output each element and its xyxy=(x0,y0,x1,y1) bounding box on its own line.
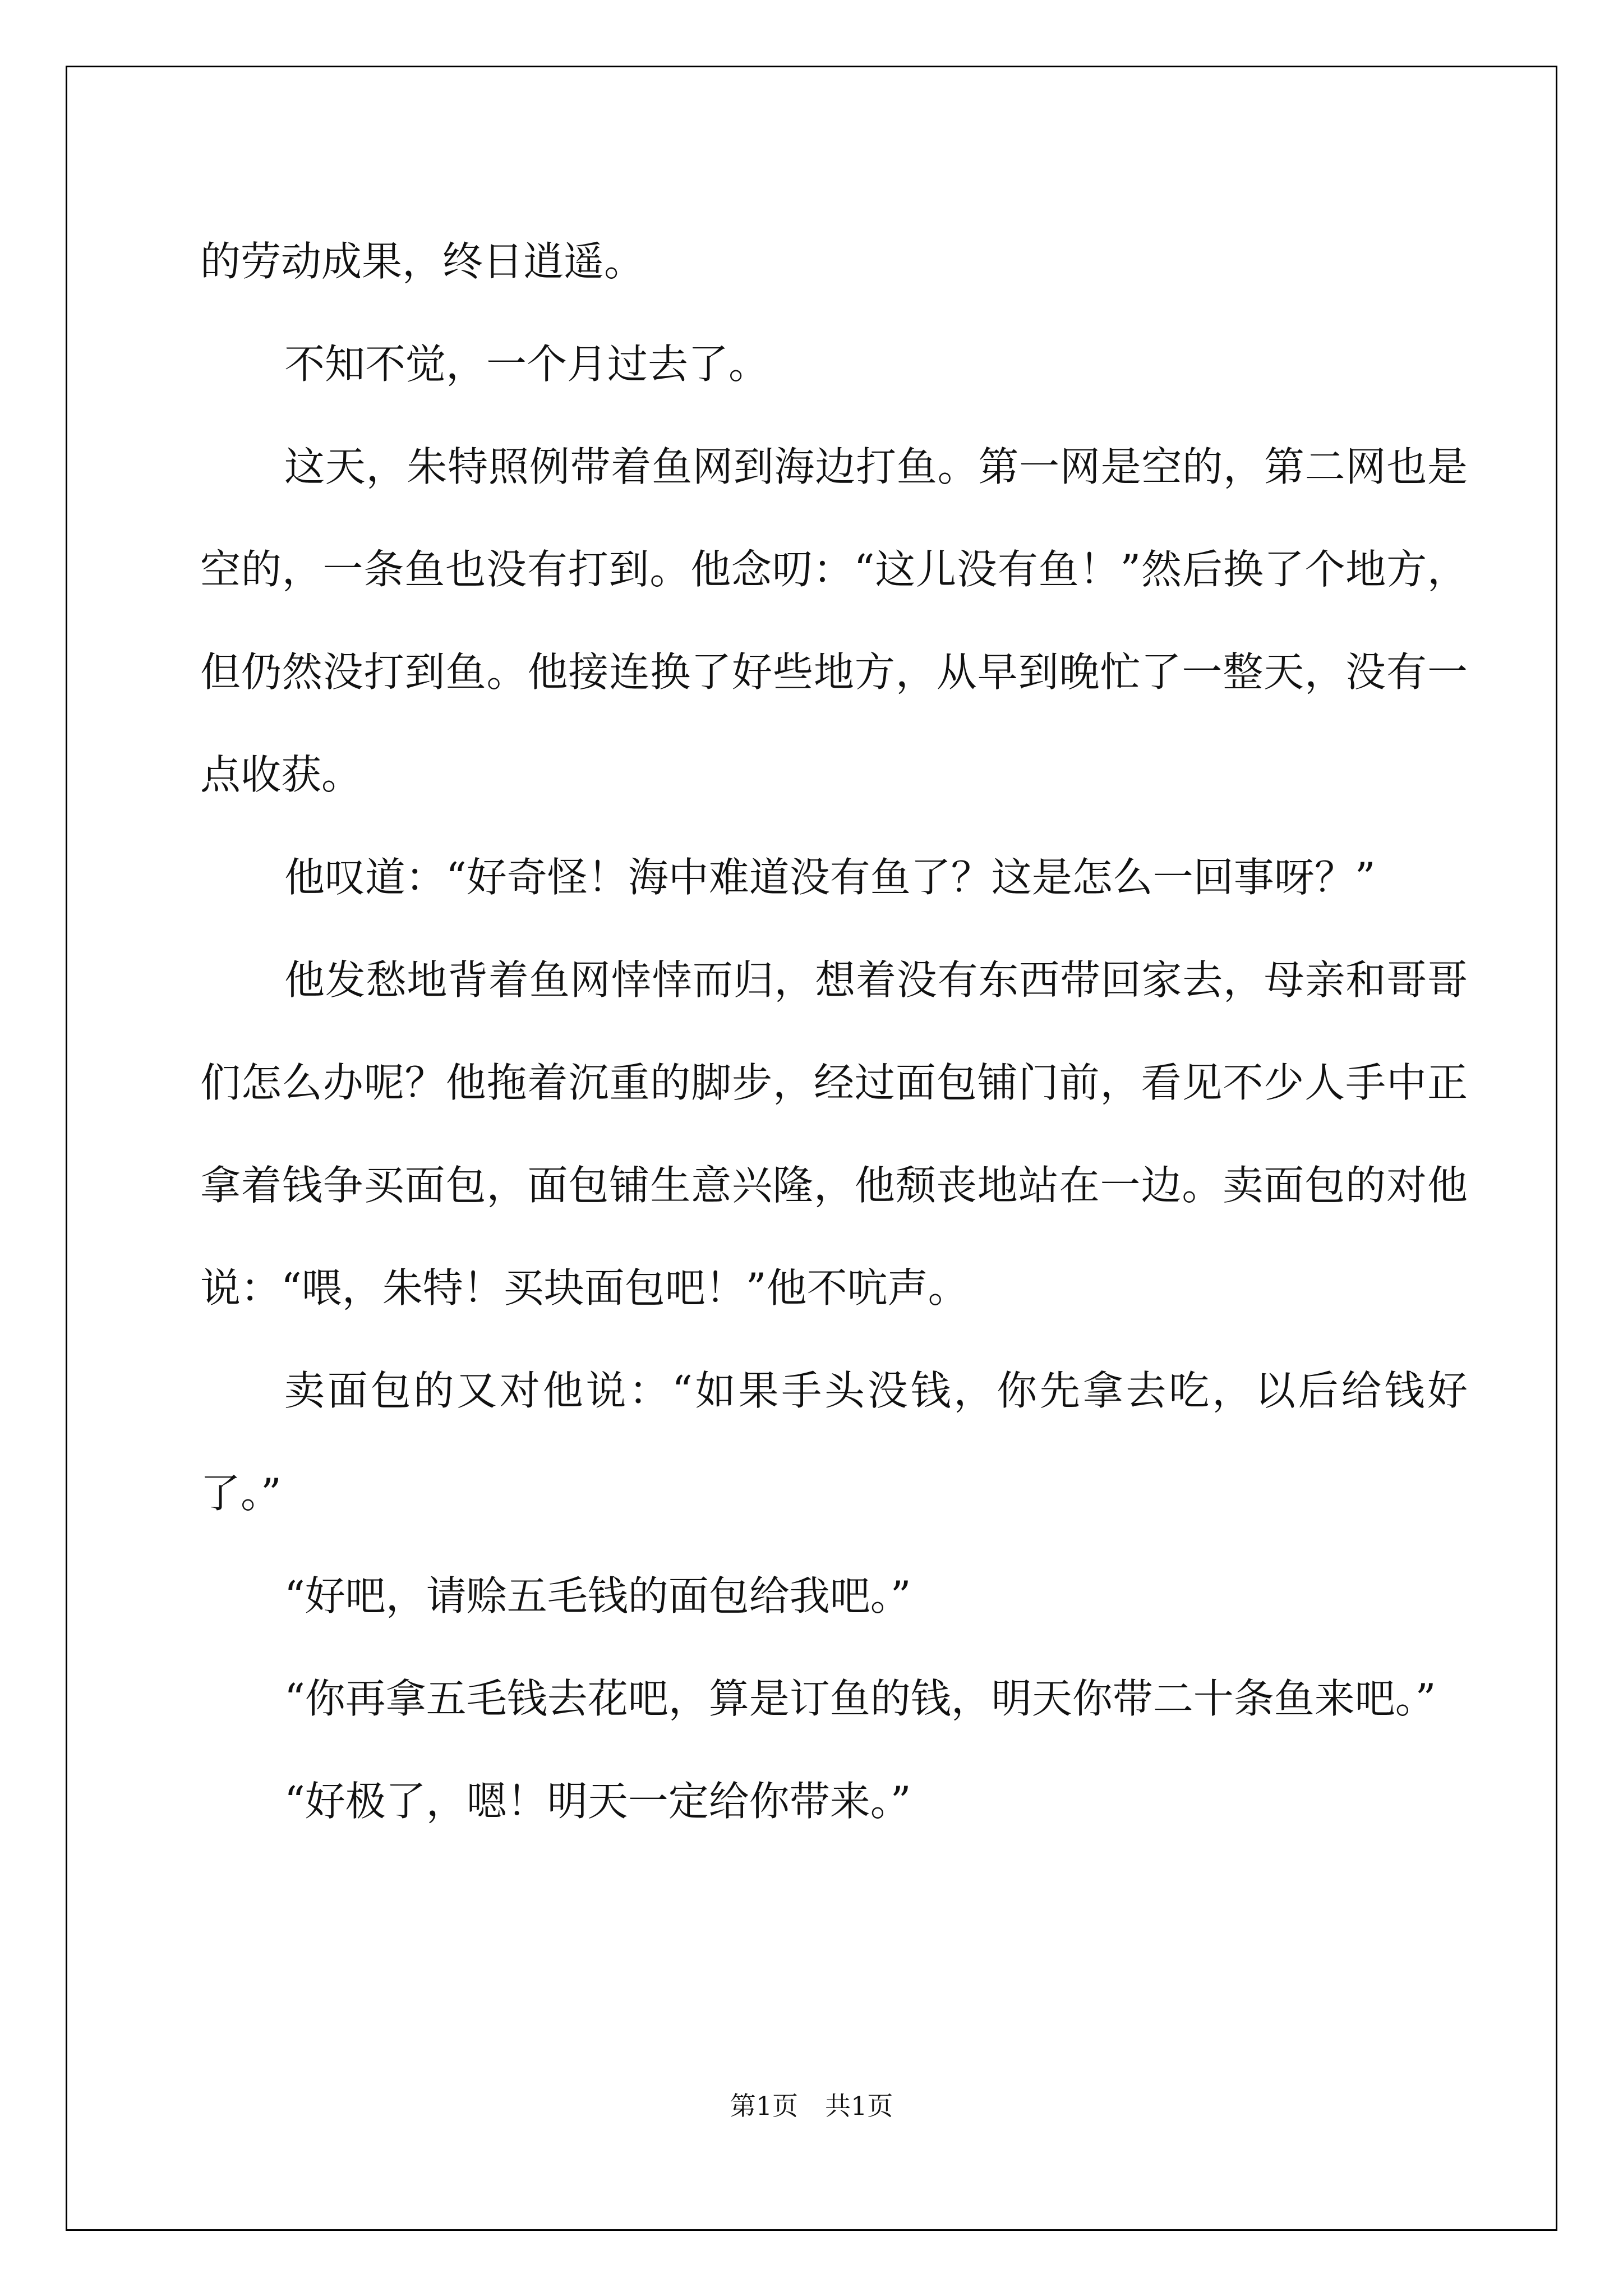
paragraph: 卖面包的又对他说：“如果手头没钱，你先拿去吃，以后给钱好了。” xyxy=(200,1367,1468,1517)
paragraph: 他叹道：“好奇怪！海中难道没有鱼了？这是怎么一回事呀？” xyxy=(284,854,1376,901)
paragraph: 他发愁地背着鱼网悻悻而归，想着没有东西带回家去，母亲和哥哥们怎么办呢？他拖着沉重的脚步，经过面包铺门前，看见不少人手中正拿着钱争买面包，面包铺生意兴隆，他颓丧地站在一边。卖面包的对他说：“喂，朱特！买块面包吧！”他不吭声。 xyxy=(200,956,1468,1312)
paragraph: 不知不觉，一个月过去了。 xyxy=(284,341,769,388)
document-body xyxy=(200,210,1468,1853)
page-total: 共1页 xyxy=(825,2091,893,2121)
paragraph: “好极了，嗯！明天一定给你带来。” xyxy=(284,1778,911,1825)
paragraph: “你再拿五毛钱去花吧，算是订鱼的钱，明天你带二十条鱼来吧。” xyxy=(284,1675,1436,1722)
paragraph: 这天，朱特照例带着鱼网到海边打鱼。第一网是空的，第二网也是空的，一条鱼也没有打到。他念叨：“这儿没有鱼！”然后换了个地方，但仍然没打到鱼。他接连换了好些地方，从早到晚忙了一整天，没有一点收获。 xyxy=(200,443,1468,798)
page-number: 第1页 xyxy=(730,2091,798,2121)
page-footer xyxy=(0,2086,1623,2123)
paragraph: “好吧，请赊五毛钱的面包给我吧。” xyxy=(284,1572,911,1619)
paragraph: 的劳动成果，终日逍遥。 xyxy=(200,238,645,285)
